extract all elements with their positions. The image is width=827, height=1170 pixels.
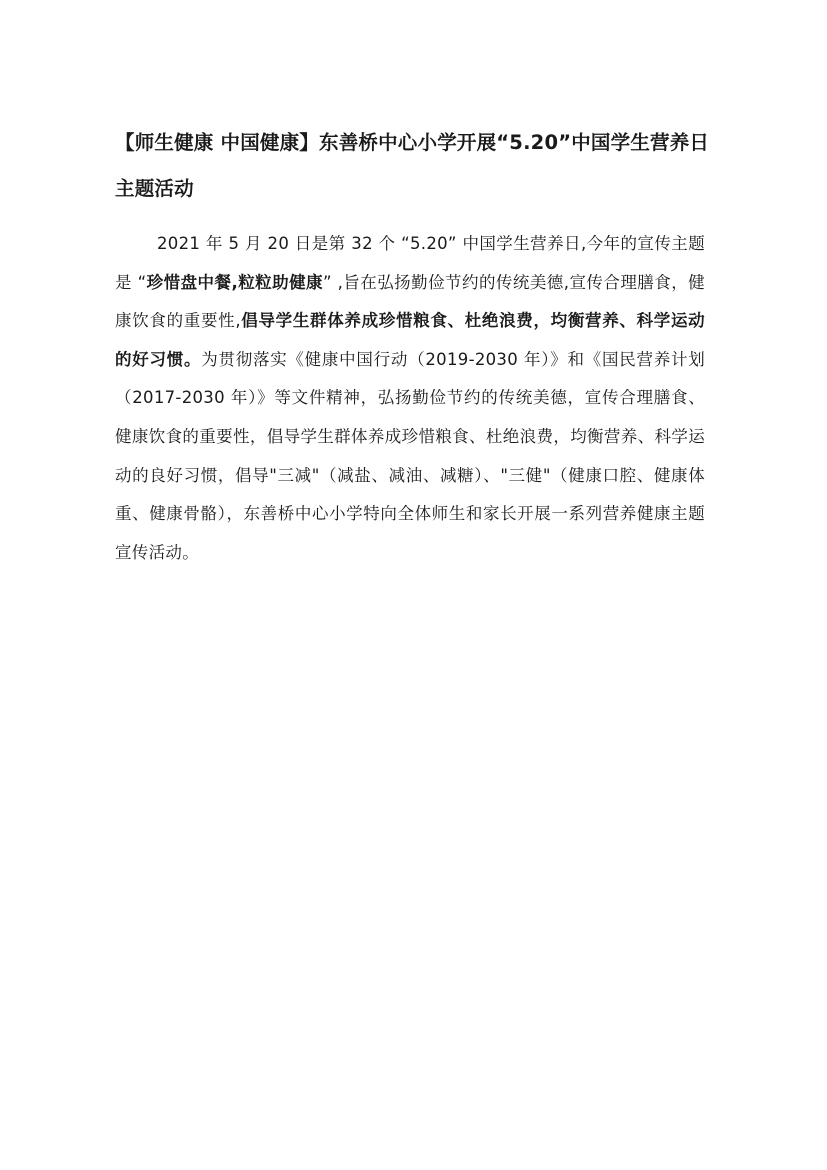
paragraph-text-details: 为贯彻落实《健康中国行动（2019-2030 年）》和《国民营养计划（2017-2030 年）》等文件精神，弘扬勤俭节约的传统美德，宣传合理膳食、健康饮食的重要性，倡导学生群体养成珍惜粮食、杜绝浪费，均衡营养、科学运动的良好习惯，倡导"三减"（减盐、减油、减糖）、"三健"（健康口腔、健康体重、健康骨骼），东善桥中心小学特向全体师生和家长开展一系列营养健康主题宣传活动。 — [115, 349, 705, 562]
document-title: 【师生健康 中国健康】东善桥中心小学开展“5.20”中国学生营养日主题活动 — [115, 131, 710, 200]
body-paragraph — [115, 225, 705, 572]
paragraph-text-intro: 2021 年 5 月 20 日是第 32 个 “5.20” 中国学生营养日,今年的宣传主题是 “ — [115, 234, 705, 292]
theme-text: 珍惜盘中餐,粒粒助健康 — [146, 272, 324, 292]
paragraph-text-purpose: ” ,旨在弘扬勤俭节约的传统美德,宣传合理膳食，健康饮食的重要性, — [115, 272, 705, 331]
emphasis-text: 倡导学生群体养成珍惜粮食、杜绝浪费，均衡营养、科学运动的好习惯。 — [115, 311, 705, 369]
